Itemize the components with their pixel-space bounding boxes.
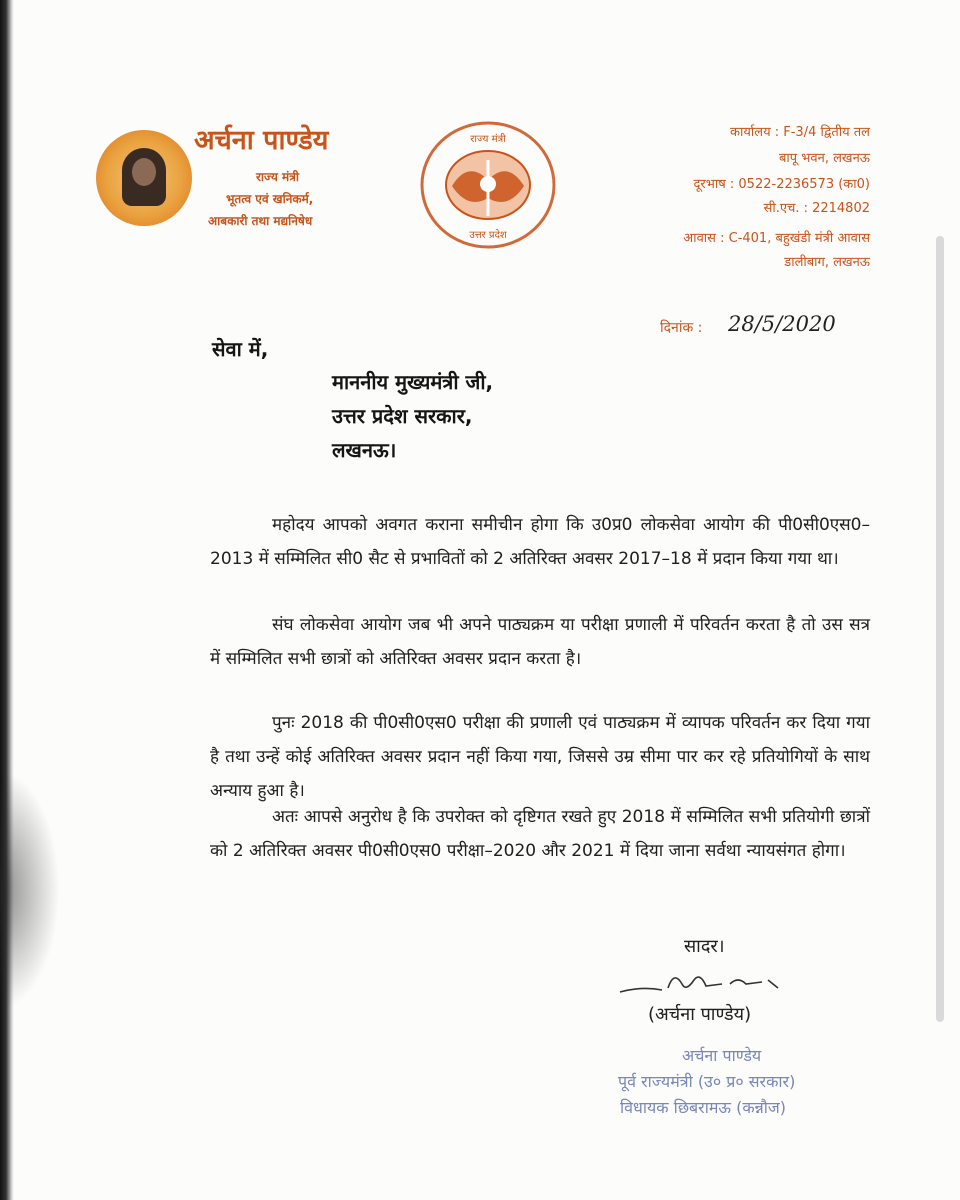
letterhead-department-1: भूतत्व एवं खनिकर्म, — [226, 192, 314, 206]
office-address-2: बापू भवन, लखनऊ — [778, 151, 870, 166]
office-address-1: कार्यालय : F-3/4 द्वितीय तल — [730, 125, 870, 140]
residence-address-2: डालीबाग, लखनऊ — [784, 255, 870, 270]
recipient-line-3: लखनऊ। — [332, 438, 397, 462]
portrait-icon — [122, 148, 166, 206]
body-paragraph-1: महोदय आपको अवगत कराना समीचीन होगा कि उ0प्र0 लोकसेवा आयोग की पी0सी0एस0–2013 में सम्मिलित सी0 सैट से प्रभावितों को 2 अतिरिक्त अवसर 2017–18 में प्रदान किया गया था। — [210, 515, 870, 569]
emblem-top-text: राज्य मंत्री — [470, 134, 506, 145]
scan-shadow — [0, 770, 60, 1010]
emblem-bottom-text: उत्तर प्रदेश — [469, 230, 507, 241]
recipient-line-1: माननीय मुख्यमंत्री जी, — [332, 370, 494, 394]
stamp-line-3: विधायक छिबरामऊ (कन्नौज) — [620, 1098, 786, 1117]
letterhead-department-2: आबकारी तथा मद्यनिषेध — [208, 214, 313, 228]
page-left-edge — [0, 0, 14, 1200]
closing-sadar: सादर। — [684, 936, 725, 957]
state-emblem — [418, 120, 558, 250]
scrollbar[interactable] — [936, 236, 944, 1022]
letterhead-designation: राज्य मंत्री — [256, 170, 299, 184]
salutation: सेवा में, — [212, 337, 269, 361]
body-paragraph-4: अतः आपसे अनुरोध है कि उपरोक्त को दृष्टिगत रखते हुए 2018 में सम्मिलित सभी प्रतियोगी छात्रों को 2 अतिरिक्त अवसर पी0सी0एस0 परीक्षा–2020 और 2021 में दिया जाना सर्वथा न्यायसंगत होगा। — [210, 807, 870, 861]
signature — [612, 962, 792, 1002]
body-paragraph-2: संघ लोकसेवा आयोग जब भी अपने पाठ्यक्रम या परीक्षा प्रणाली में परिवर्तन करता है तो उस सत्र में सम्मिलित सभी छात्रों को अतिरिक्त अवसर प्रदान करता है। — [210, 615, 870, 669]
date-label: दिनांक : — [660, 320, 703, 336]
recipient-line-2: उत्तर प्रदेश सरकार, — [332, 404, 473, 428]
office-phone: दूरभाष : 0522-2236573 (का0) — [693, 177, 870, 192]
office-ch: सी.एच. : 2214802 — [763, 201, 870, 216]
signatory-name: (अर्चना पाण्डेय) — [648, 1004, 752, 1025]
date-value: 28/5/2020 — [728, 312, 836, 336]
body-paragraph-3: पुनः 2018 की पी0सी0एस0 परीक्षा की प्रणाली एवं पाठ्यक्रम में व्यापक परिवर्तन कर दिया गया है तथा उन्हें कोई अतिरिक्त अवसर प्रदान नहीं किया गया, जिससे उम्र सीमा पार कर रहे प्रतियोगियों के साथ अन्याय हुआ है। — [210, 713, 870, 801]
residence-address-1: आवास : C-401, बहुखंडी मंत्री आवास — [683, 231, 870, 246]
letterhead-name: अर्चना पाण्डेय — [194, 125, 329, 156]
stamp-line-1: अर्चना पाण्डेय — [682, 1046, 762, 1065]
stamp-line-2: पूर्व राज्यमंत्री (उ० प्र० सरकार) — [618, 1072, 796, 1091]
portrait-emblem — [96, 130, 192, 226]
